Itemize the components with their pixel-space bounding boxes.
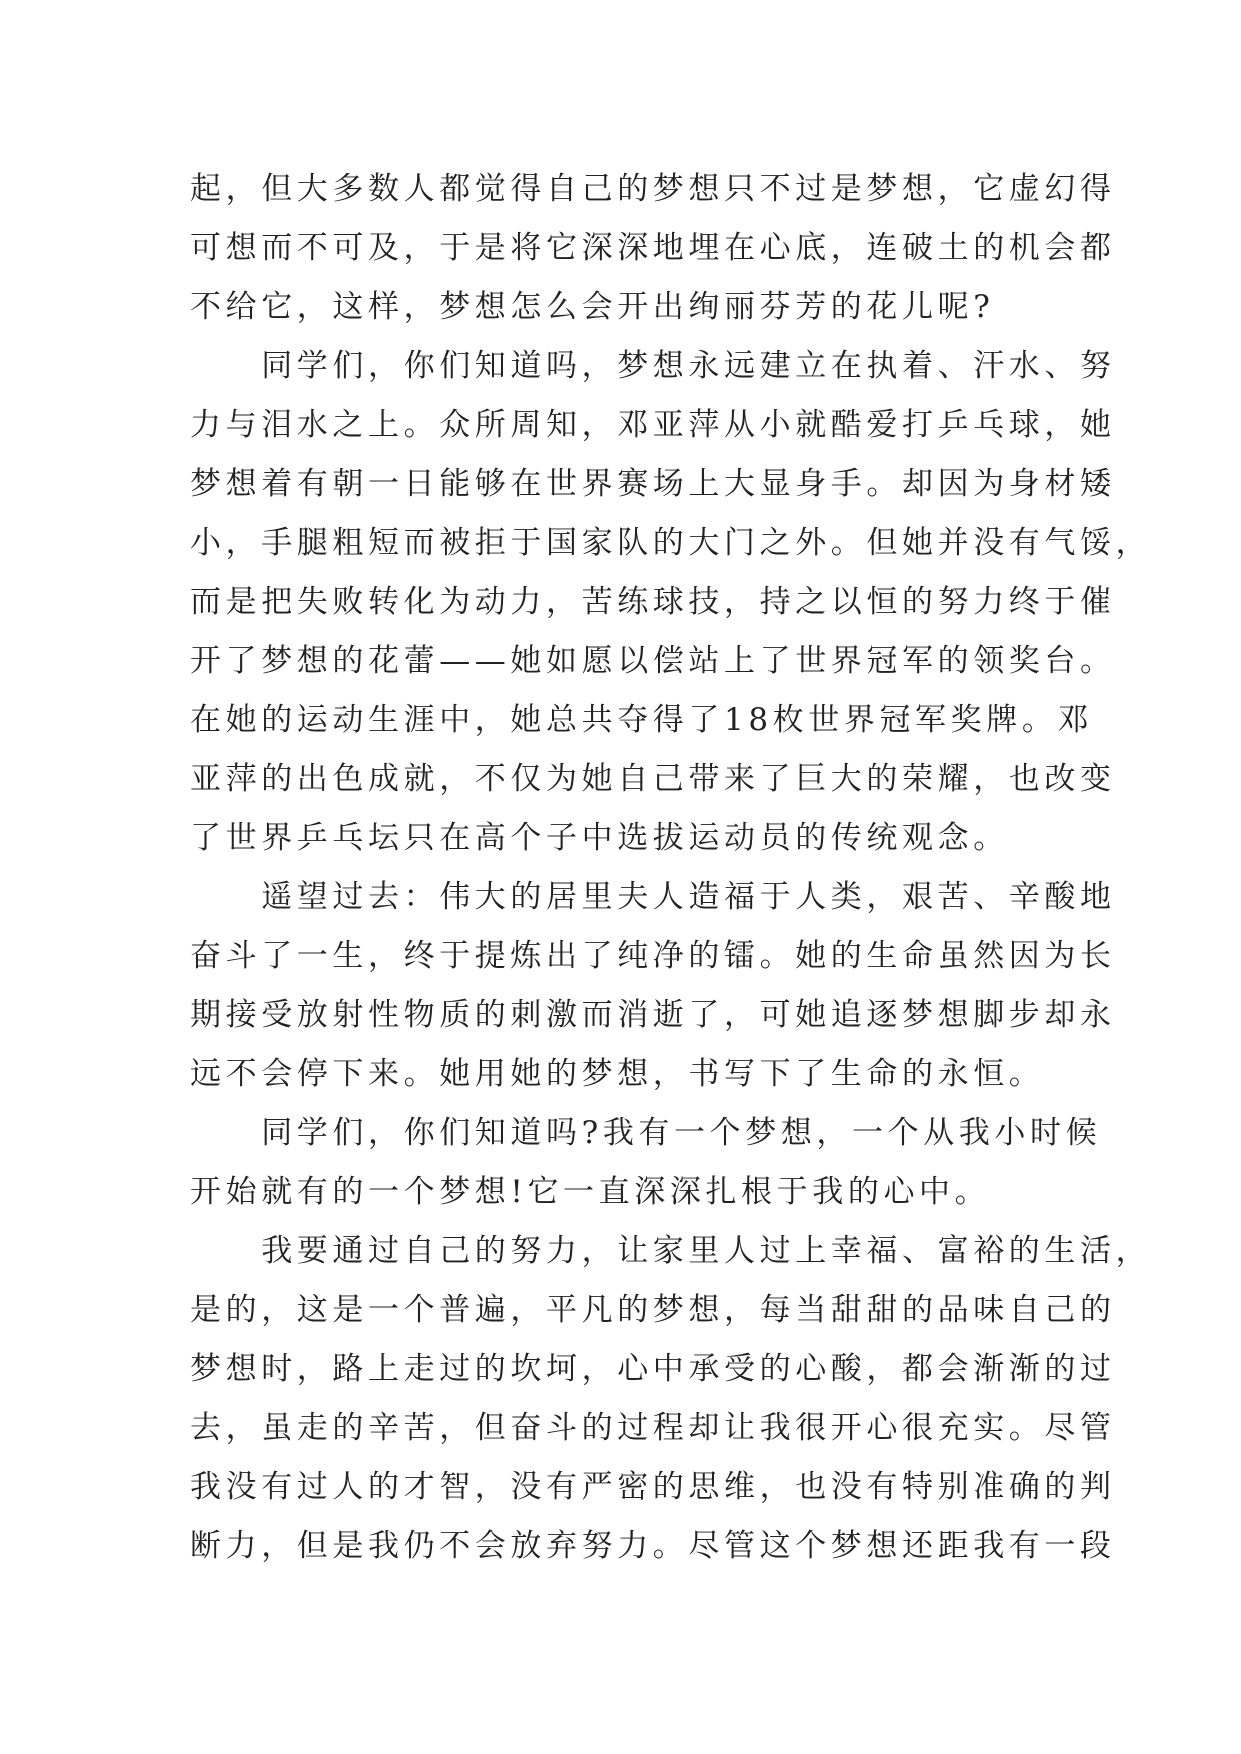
text-line: 我要通过自己的努力，让家里人过上幸福、富裕的生活， <box>190 1233 1152 1269</box>
text-line: 奋斗了一生，终于提炼出了纯净的镭。她的生命虽然因为长 <box>190 938 1116 974</box>
text-line: 不给它，这样，梦想怎么会开出绚丽芬芳的花儿呢? <box>190 289 995 325</box>
text-line: 梦想时，路上走过的坎坷，心中承受的心酸，都会渐渐的过 <box>190 1351 1116 1387</box>
text-line: 力与泪水之上。众所周知，邓亚萍从小就酷爱打乒乓球，她 <box>190 407 1116 443</box>
text-line: 在她的运动生涯中，她总共夺得了18枚世界冠军奖牌。邓 <box>190 702 1094 738</box>
text-line: 去，虽走的辛苦，但奋斗的过程却让我很开心很充实。尽管 <box>190 1410 1116 1446</box>
text-line: 小，手腿粗短而被拒于国家队的大门之外。但她并没有气馁， <box>190 525 1152 561</box>
text-line: 了世界乒乓坛只在高个子中选拔运动员的传统观念。 <box>190 820 1009 856</box>
text-line: 期接受放射性物质的刺激而消逝了，可她追逐梦想脚步却永 <box>190 997 1116 1033</box>
text-line: 梦想着有朝一日能够在世界赛场上大显身手。却因为身材矮 <box>190 466 1116 502</box>
text-line: 我没有过人的才智，没有严密的思维，也没有特别准确的判 <box>190 1469 1116 1505</box>
text-line: 而是把失败转化为动力，苦练球技，持之以恒的努力终于催 <box>190 584 1116 620</box>
text-line: 亚萍的出色成就，不仅为她自己带来了巨大的荣耀，也改变 <box>190 761 1116 797</box>
text-line: 远不会停下来。她用她的梦想，书写下了生命的永恒。 <box>190 1056 1045 1092</box>
text-line: 同学们，你们知道吗，梦想永远建立在执着、汗水、努 <box>190 348 1116 384</box>
text-line: 同学们，你们知道吗?我有一个梦想，一个从我小时候 <box>190 1115 1102 1151</box>
text-line: 开了梦想的花蕾——她如愿以偿站上了世界冠军的领奖台。 <box>190 643 1116 679</box>
text-line: 是的，这是一个普遍，平凡的梦想，每当甜甜的品味自己的 <box>190 1292 1116 1328</box>
text-line: 可想而不可及，于是将它深深地埋在心底，连破土的机会都 <box>190 230 1116 266</box>
text-line: 起，但大多数人都觉得自己的梦想只不过是梦想，它虚幻得 <box>190 171 1116 207</box>
body-text <box>190 160 1152 1576</box>
text-line: 遥望过去：伟大的居里夫人造福于人类，艰苦、辛酸地 <box>190 879 1116 915</box>
text-line: 断力，但是我仍不会放弃努力。尽管这个梦想还距我有一段 <box>190 1528 1116 1564</box>
text-line: 开始就有的一个梦想!它一直深深扎根于我的心中。 <box>190 1174 991 1210</box>
